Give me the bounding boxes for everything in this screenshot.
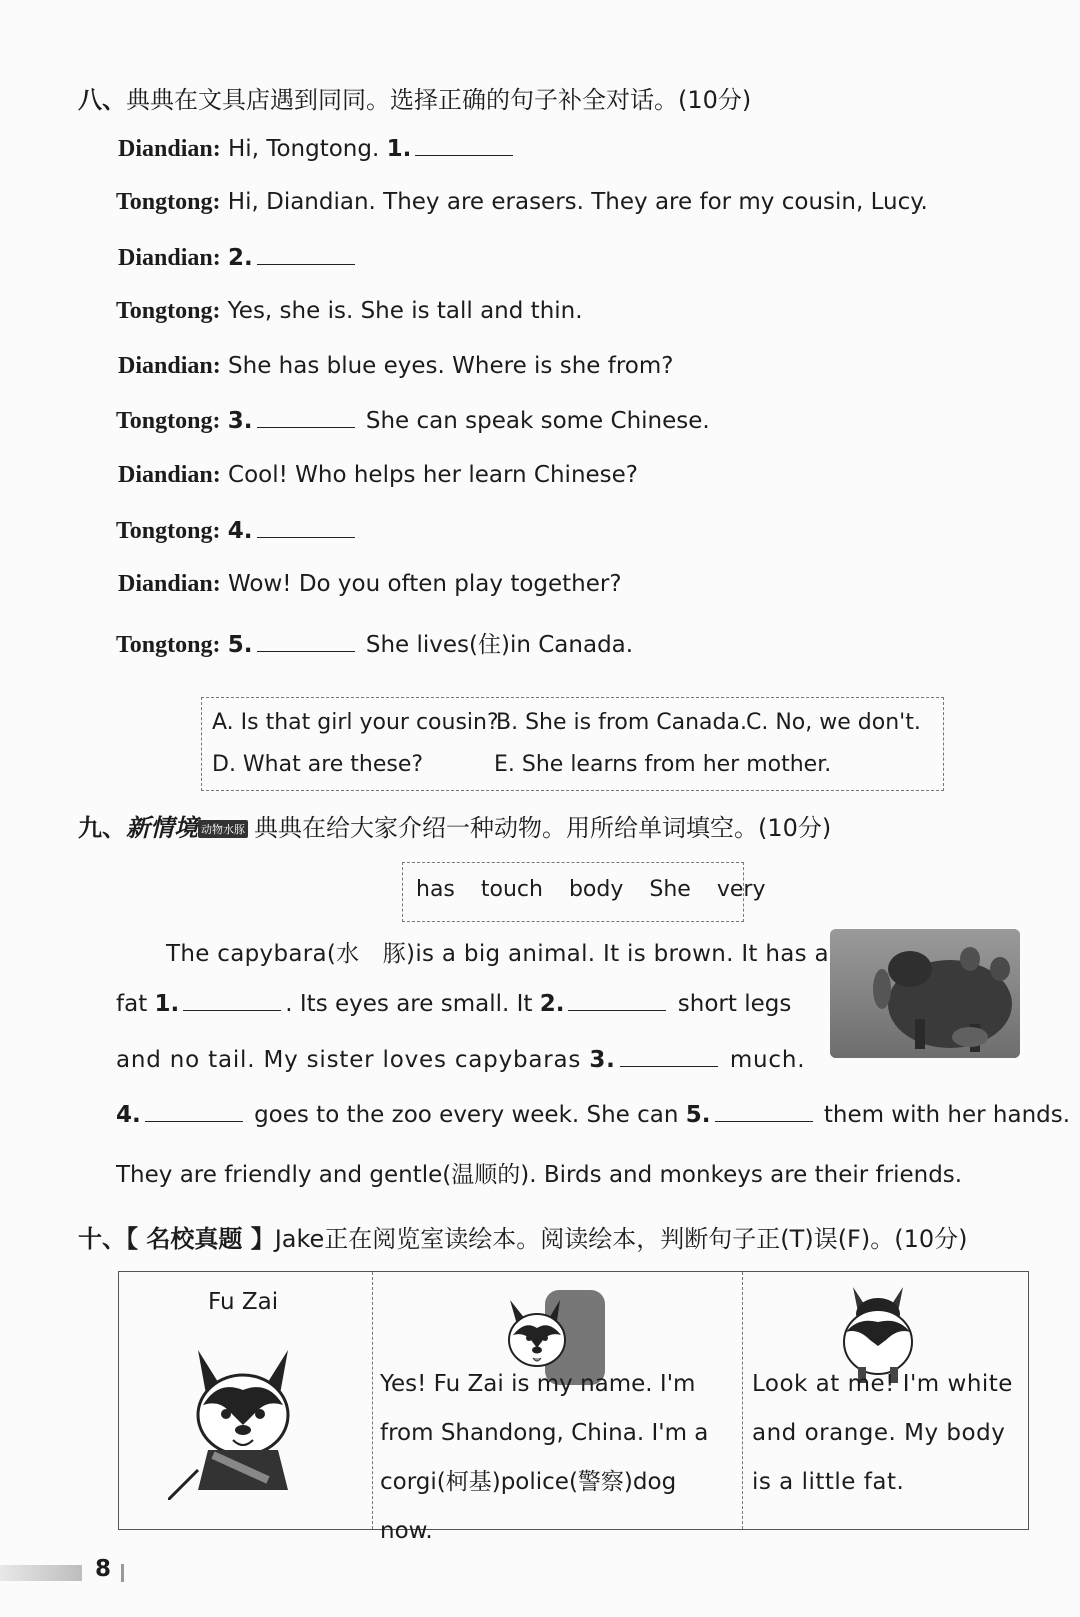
speaker-label: Diandian: [118,136,221,162]
dialogue-text: Yes, she is. She is tall and thin. [227,298,583,324]
section-8-heading [78,80,751,115]
blank-number: 4. [227,518,253,544]
answer-blank[interactable] [257,407,355,428]
dialogue-text: She can speak some Chinese. [365,408,710,434]
dialogue-text: She lives(住)in Canada. [365,632,634,658]
famous-school-tag: 【 名校真题 】 [126,1225,275,1253]
section-instruction: 典典在给大家介绍一种动物。用所给单词填空。(10分) [254,814,832,842]
option-a: A. Is that girl your cousin? [212,710,499,735]
word-option: body [568,877,624,902]
dialogue-line [118,353,673,380]
page-number: 8 [95,1556,112,1582]
answer-blank[interactable] [257,517,355,538]
panel-2-text: Yes! Fu Zai is my name. I'm from Shandong, China. I'm a corgi(柯基)police(警察)dog now. [380,1371,709,1544]
section-number: 九、 [78,813,126,842]
dialogue-line [116,626,633,659]
blank-number: 4. [116,1102,141,1128]
dialogue-line [118,571,622,598]
passage-text: . Its eyes are small. It [285,991,533,1017]
answer-blank[interactable] [620,1046,718,1067]
word-option: She [649,877,691,902]
speaker-label: Tongtong: [116,298,221,324]
dialogue-text: Cool! Who helps her learn Chinese? [228,462,639,488]
passage-text: short legs [677,991,792,1017]
panel-3-text: Look at me! I'm white and orange. My body is a little fat. [752,1371,1013,1495]
blank-number: 1. [154,991,180,1017]
speaker-label: Tongtong: [116,408,221,434]
answer-blank[interactable] [568,990,666,1011]
section-10-heading [78,1219,968,1254]
panel-divider [742,1272,743,1529]
blank-number: 3. [589,1047,616,1073]
answer-blank[interactable] [145,1101,243,1122]
dialogue-line [116,189,928,216]
blank-number: 2. [228,245,253,271]
passage-line: The capybara(水 豚)is a big animal. It is brown. It has a [166,941,829,967]
answer-blank[interactable] [415,135,513,156]
dialogue-line [116,407,710,435]
passage-line [116,1101,1070,1128]
passage-text: goes to the zoo every week. She can [254,1102,679,1128]
footer-divider [121,1564,124,1582]
answer-blank[interactable] [257,631,355,652]
answer-blank[interactable] [183,990,281,1011]
blank-number: 2. [539,991,565,1017]
option-c: C. No, we don't. [746,710,921,735]
speaker-label: Diandian: [118,571,221,597]
answer-blank[interactable] [257,244,355,265]
passage-line [116,1046,805,1073]
section-9-heading [78,808,831,843]
capybara-photo [830,929,1020,1058]
section-instruction: 典典在文具店遇到同同。选择正确的句子补全对话。(10分) [126,86,752,114]
passage-text: and no tail. My sister loves capybaras [116,1047,582,1073]
passage-line [116,990,791,1017]
blank-number: 5. [227,632,253,658]
dialogue-text: Wow! Do you often play together? [228,571,622,597]
word-option: touch [480,877,543,902]
panel-divider [372,1272,373,1529]
speaker-label: Tongtong: [116,632,221,658]
speaker-label: Diandian: [118,353,221,379]
section-number: 八、 [78,85,126,114]
footer-bar [0,1565,82,1581]
word-option: very [716,877,766,902]
blank-number: 5. [685,1102,711,1128]
section-number: 十、 [78,1224,126,1253]
dialogue-line [116,517,359,545]
passage-line: They are friendly and gentle(温顺的). Birds and monkeys are their friends. [116,1162,963,1188]
dialogue-line [118,135,517,163]
answer-blank[interactable] [715,1101,813,1122]
dialogue-line [118,244,359,272]
section-instruction: Jake正在阅览室读绘本。阅读绘本，判断句子正(T)误(F)。(10分) [274,1225,968,1253]
topic-badge: 动物水豚 [198,820,248,838]
blank-number: 1. [386,136,412,162]
speaker-label: Diandian: [118,245,221,271]
option-e: E. She learns from her mother. [494,752,832,777]
passage-text: them with her hands. [823,1102,1071,1128]
blank-number: 3. [227,408,253,434]
dialogue-text: She has blue eyes. Where is she from? [228,353,674,379]
passage-text: fat [116,991,148,1017]
dialogue-text: Hi, Tongtong. [228,136,380,162]
dialogue-line [118,462,638,489]
speaker-label: Tongtong: [116,189,221,215]
passage-text: much. [729,1047,806,1073]
word-bank [416,877,765,902]
new-context-label: 新情境 [126,814,198,842]
dialogue-line [116,298,583,325]
speaker-label: Tongtong: [116,518,221,544]
corgi-illustration [168,1330,318,1500]
dialogue-text: Hi, Diandian. They are erasers. They are for my cousin, Lucy. [227,189,928,215]
panel-1-title: Fu Zai [208,1289,279,1315]
speaker-label: Diandian: [118,462,221,488]
option-d: D. What are these? [212,752,424,777]
word-option: has [416,877,455,902]
option-b: B. She is from Canada. [496,710,747,735]
